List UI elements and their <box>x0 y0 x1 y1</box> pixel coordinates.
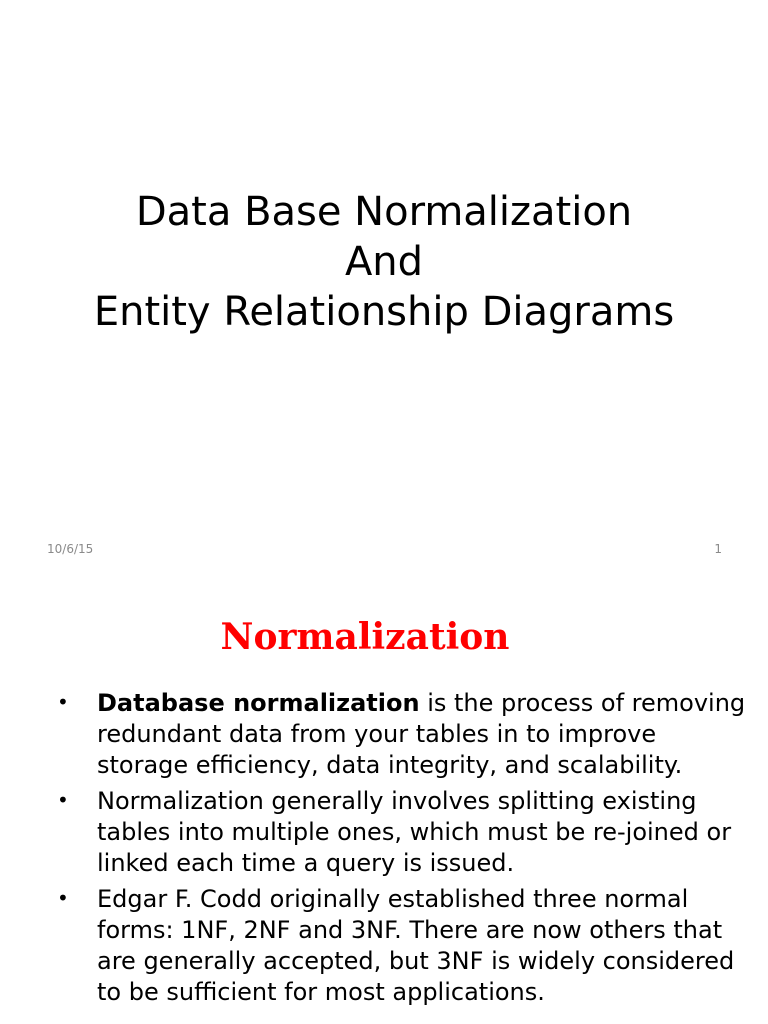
normalization-slide <box>0 576 768 1024</box>
slide-date: 10/6/15 <box>47 542 94 556</box>
slide-title <box>0 187 768 337</box>
slide-heading: Normalization <box>220 616 510 658</box>
slide-page-number: 1 <box>714 542 722 556</box>
bullet-text: Edgar F. Codd originally established three normal forms: 1NF, 2NF and 3NF. There are now others that are generally accepted, but 3NF is widely considered to be sufficient for most applications. <box>97 885 735 1006</box>
bullet-item <box>57 884 747 1008</box>
title-line: Entity Relationship Diagrams <box>93 289 675 335</box>
bullet-text: Normalization generally involves splitting existing tables into multiple ones, which must be re-joined or linked each time a query is issued. <box>97 787 732 877</box>
bullet-icon: • <box>57 886 69 910</box>
title-line: And <box>344 239 424 285</box>
bullet-list <box>57 688 747 1013</box>
bullet-icon: • <box>57 690 69 714</box>
title-line: Data Base Normalization <box>135 189 633 235</box>
bullet-item <box>57 688 747 781</box>
bullet-item <box>57 786 747 879</box>
bullet-text: is the process of removing redundant data from your tables in to improve storage efficiency, data integrity, and scalability. <box>97 689 746 779</box>
bold-term: Database normalization <box>97 689 420 717</box>
bullet-icon: • <box>57 788 69 812</box>
